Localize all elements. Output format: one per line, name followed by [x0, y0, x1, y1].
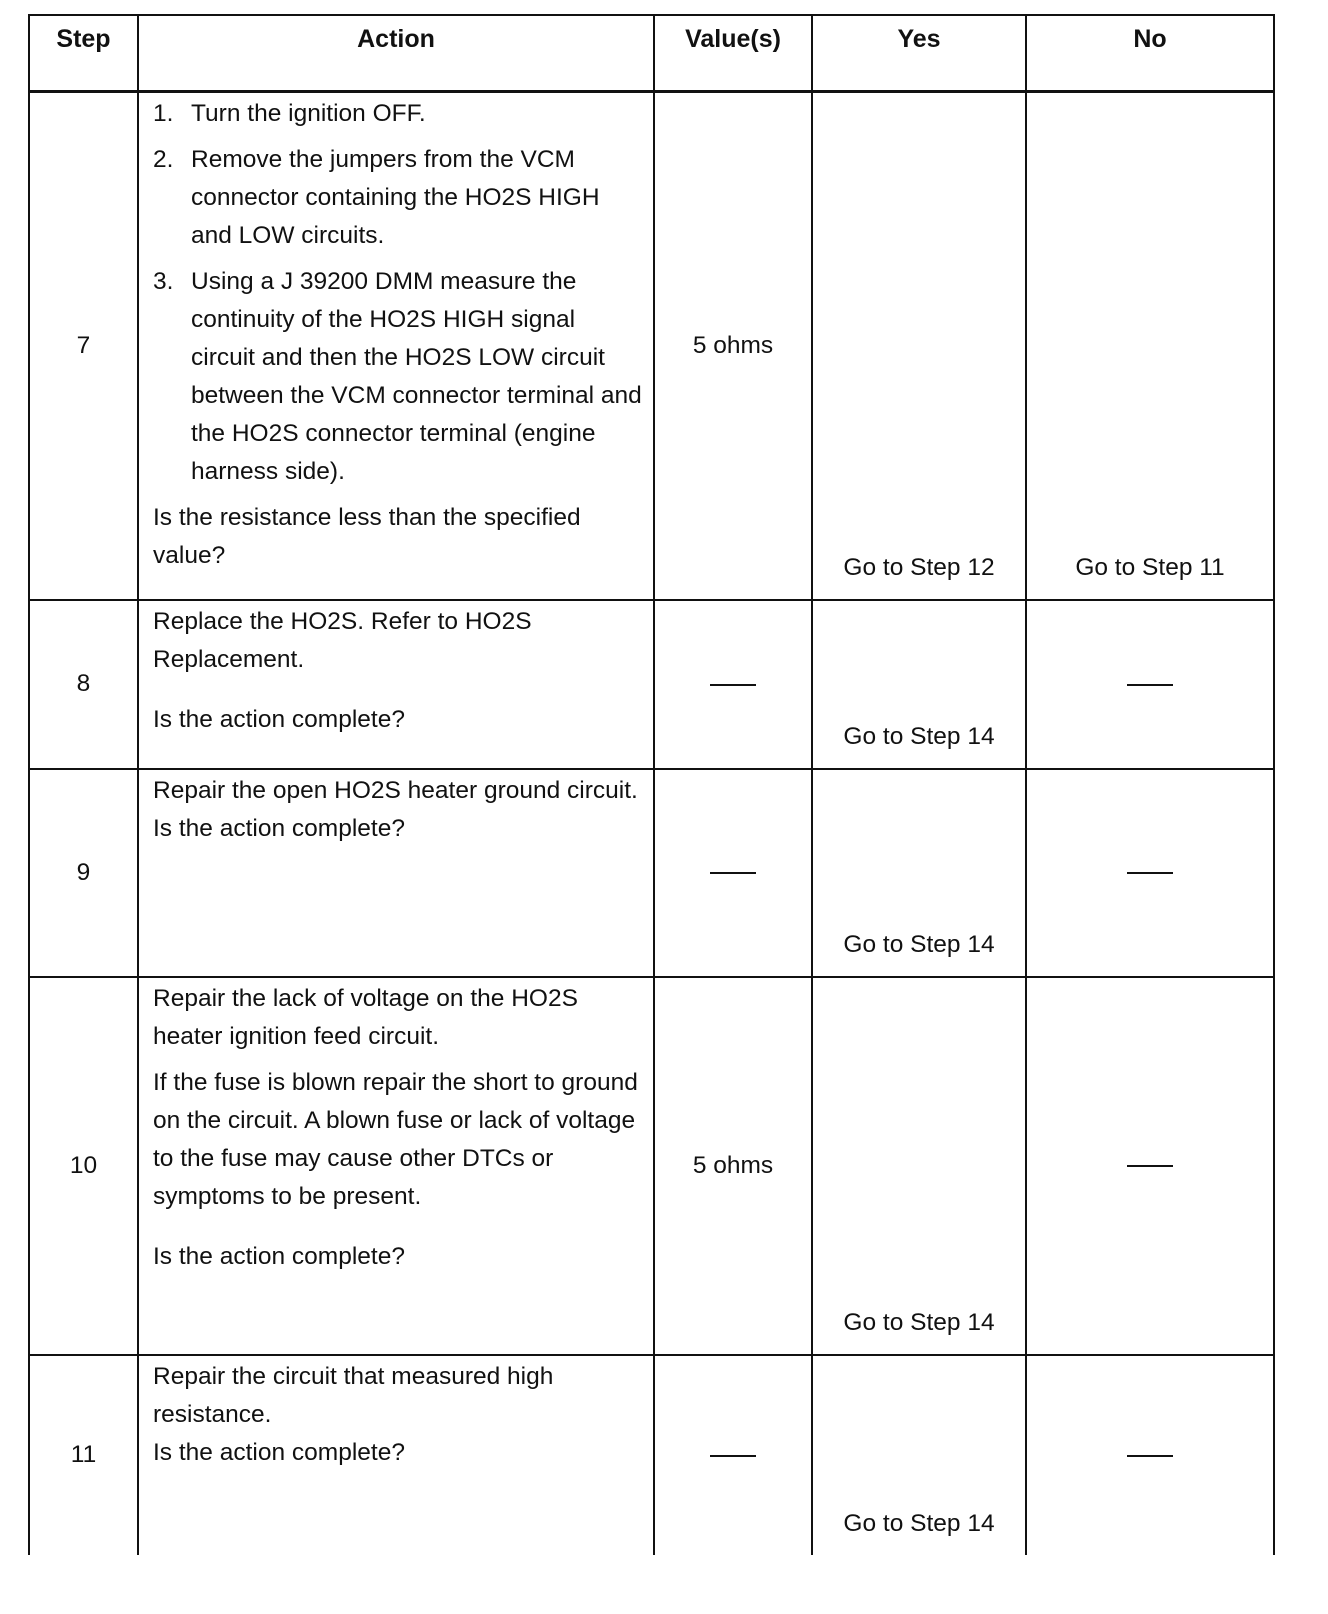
header-step: Step — [29, 15, 138, 92]
dash — [1127, 1165, 1173, 1167]
dash — [1127, 872, 1173, 874]
yes-cell: Go to Step 14 — [812, 769, 1026, 977]
action-text: Repair the lack of voltage on the HO2S heater ignition feed circuit. — [153, 984, 578, 1050]
action-cell — [138, 92, 654, 600]
action-text: Repair the open HO2S heater ground circuit. — [153, 776, 638, 804]
substep-list — [153, 95, 643, 491]
header-action: Action — [138, 15, 654, 92]
table-row — [29, 600, 1274, 769]
step-number: 7 — [29, 92, 138, 600]
substep: 2. Remove the jumpers from the VCM connector containing the HO2S HIGH and LOW circuits. — [153, 146, 600, 249]
table-row — [29, 1355, 1274, 1555]
action-cell — [138, 600, 654, 769]
step-number: 11 — [29, 1355, 138, 1555]
step-number: 9 — [29, 769, 138, 977]
action-cell — [138, 977, 654, 1355]
no-cell: Go to Step 11 — [1026, 92, 1274, 600]
value-cell: 5 ohms — [654, 977, 812, 1355]
dash — [1127, 1455, 1173, 1457]
action-question: Is the action complete? — [153, 814, 405, 842]
diagnostic-table — [28, 14, 1275, 1555]
header-yes: Yes — [812, 15, 1026, 92]
dash — [710, 872, 756, 874]
dash — [1127, 684, 1173, 686]
substep: 3. Using a J 39200 DMM measure the continuity of the HO2S HIGH signal circuit and then the HO2S LOW circuit between the VCM connector terminal and the HO2S connector terminal (engine harness side). — [153, 268, 642, 485]
header-row — [29, 15, 1274, 92]
action-cell — [138, 1355, 654, 1555]
no-cell — [1026, 977, 1274, 1355]
value-cell: 5 ohms — [654, 92, 812, 600]
yes-cell: Go to Step 14 — [812, 1355, 1026, 1555]
action-cell — [138, 769, 654, 977]
action-text: Replace the HO2S. Refer to HO2S Replacement. — [153, 607, 532, 673]
yes-cell: Go to Step 14 — [812, 977, 1026, 1355]
yes-cell: Go to Step 14 — [812, 600, 1026, 769]
yes-cell: Go to Step 12 — [812, 92, 1026, 600]
header-no: No — [1026, 15, 1274, 92]
step-number: 8 — [29, 600, 138, 769]
no-cell — [1026, 769, 1274, 977]
no-cell — [1026, 1355, 1274, 1555]
dash — [710, 1455, 756, 1457]
action-question: Is the action complete? — [153, 1242, 405, 1270]
substep: 1. Turn the ignition OFF. — [153, 100, 426, 127]
action-question: Is the action complete? — [153, 1438, 405, 1466]
action-text: Repair the circuit that measured high resistance. — [153, 1362, 554, 1428]
step-number: 10 — [29, 977, 138, 1355]
header-values: Value(s) — [654, 15, 812, 92]
dash — [710, 684, 756, 686]
no-cell — [1026, 600, 1274, 769]
table-row — [29, 977, 1274, 1355]
action-note: If the fuse is blown repair the short to ground on the circuit. A blown fuse or lack of voltage to the fuse may cause other DTCs or symptoms to be present. — [153, 1068, 638, 1210]
action-question: Is the action complete? — [153, 705, 405, 733]
value-cell — [654, 1355, 812, 1555]
value-cell — [654, 769, 812, 977]
action-question: Is the resistance less than the specified value? — [153, 504, 581, 569]
table-row — [29, 769, 1274, 977]
table-row — [29, 92, 1274, 600]
value-cell — [654, 600, 812, 769]
